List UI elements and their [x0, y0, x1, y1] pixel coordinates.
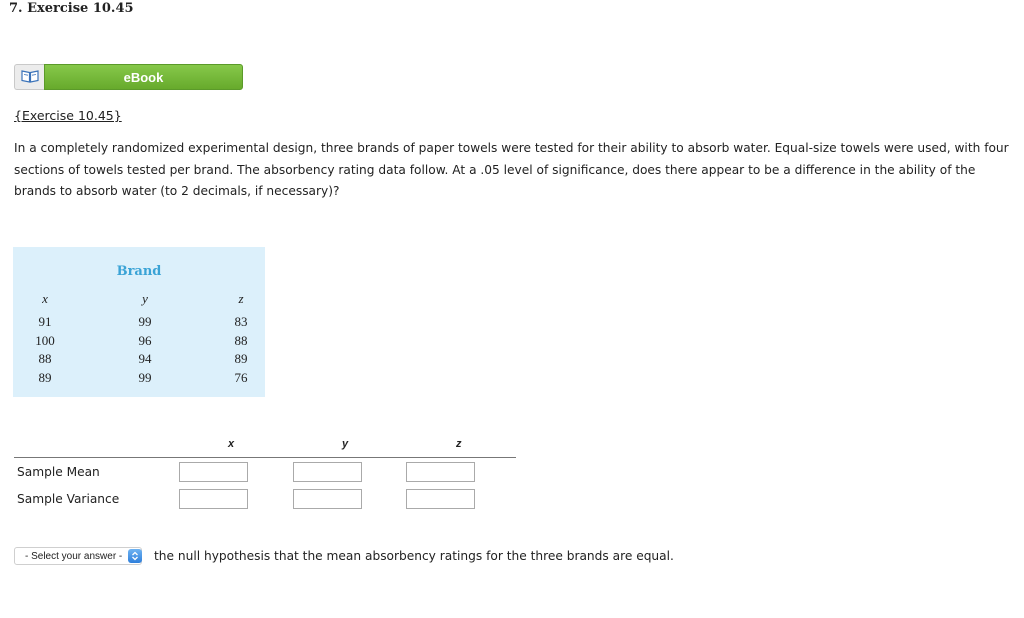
ebook-toolbar	[14, 64, 243, 90]
data-cell: 100	[35, 332, 55, 348]
sample-variance-y-input[interactable]	[293, 489, 362, 509]
problem-statement: In a completely randomized experimental design, three brands of paper towels were tested for their ability to absorb water. Equal-size towels were used, with four sections of towels tested per brand. The absorbency rating data follow. At a .05 level of significance, does there appear to be a difference in the ability of the brands to absorb water (to 2 decimals, if necessary)?	[14, 141, 1009, 198]
question-title: 7. Exercise 10.45	[9, 1, 134, 16]
sample-mean-x-input[interactable]	[179, 462, 248, 482]
row-label-sample-mean: Sample Mean	[17, 465, 100, 479]
data-column-header: x	[42, 291, 48, 306]
column-header-z: z	[456, 438, 462, 450]
answer-select[interactable]	[14, 547, 142, 565]
data-cell: 99	[138, 369, 152, 385]
column-header-x: x	[228, 438, 235, 450]
open-book-icon	[21, 68, 39, 87]
sample-variance-x-input[interactable]	[179, 489, 248, 509]
data-cell: 88	[234, 332, 248, 348]
ebook-icon-button[interactable]	[14, 64, 44, 90]
sample-variance-z-input[interactable]	[406, 489, 475, 509]
data-cell: 99	[138, 314, 152, 329]
data-column-x	[15, 291, 75, 387]
calculation-table-header	[14, 433, 516, 458]
data-cell: 94	[138, 351, 152, 366]
data-cell: 89	[234, 351, 248, 366]
calculation-table	[14, 433, 516, 506]
data-cell: 88	[38, 351, 52, 366]
select-value: - Select your answer -	[25, 550, 123, 562]
data-table	[13, 247, 265, 397]
data-column-z	[211, 291, 271, 387]
sample-mean-z-input[interactable]	[406, 462, 475, 482]
brand-header: Brand	[116, 264, 162, 279]
answer-row	[14, 547, 674, 565]
answer-statement: the null hypothesis that the mean absorbency ratings for the three brands are equal.	[154, 549, 674, 563]
data-cell: 96	[138, 332, 152, 348]
data-column-header: z	[238, 291, 244, 306]
sample-mean-y-input[interactable]	[293, 462, 362, 482]
data-cell: 91	[38, 314, 52, 329]
data-cell: 89	[38, 369, 52, 385]
row-label-sample-variance: Sample Variance	[17, 492, 120, 506]
column-header-y: y	[342, 438, 349, 450]
data-column-header: y	[142, 291, 148, 306]
data-column-y	[115, 291, 175, 387]
chevron-updown-icon[interactable]	[128, 549, 142, 563]
exercise-link[interactable]: {Exercise 10.45}	[14, 108, 122, 123]
data-cell: 76	[234, 369, 248, 385]
ebook-button[interactable]: eBook	[44, 64, 243, 90]
data-cell: 83	[234, 314, 248, 329]
